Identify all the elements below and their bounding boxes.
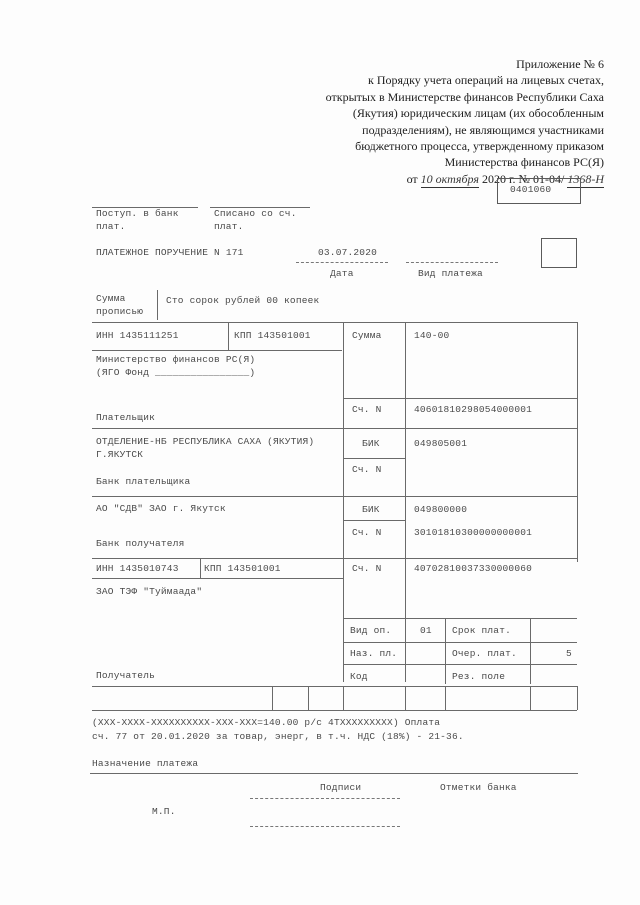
purpose-code-label: Наз. пл. xyxy=(350,648,398,659)
amount-words-label-2: прописью xyxy=(96,306,144,317)
payee-bank-account-label: Сч. N xyxy=(352,527,382,538)
payer-name-line-2: (ЯГО Фонд ________________) xyxy=(96,367,256,378)
debited-label-2: плат. xyxy=(214,221,244,232)
code-label: Код xyxy=(350,671,368,682)
form-code: 0401060 xyxy=(510,184,552,195)
status-box xyxy=(541,238,577,268)
priority-value: 5 xyxy=(566,648,572,659)
header-line-6: Министерства финансов РС(Я) xyxy=(444,155,604,170)
priority-label: Очер. плат. xyxy=(452,648,517,659)
term-label: Срок плат. xyxy=(452,625,512,636)
header-line-3: (Якутия) юридическим лицам (их обособленным xyxy=(352,106,604,121)
payment-type-caption: Вид платежа xyxy=(418,268,483,279)
payee-account-label: Сч. N xyxy=(352,563,382,574)
appendix-header xyxy=(284,56,604,188)
debited-label-1: Списано со сч. xyxy=(214,208,297,219)
payer-caption: Плательщик xyxy=(96,412,156,423)
payee-account: 40702810037330000060 xyxy=(414,563,533,574)
payer-inn: ИНН 1435111251 xyxy=(96,330,179,341)
payee-inn: ИНН 1435010743 xyxy=(96,563,179,574)
amount-words-label-1: Сумма xyxy=(96,293,126,304)
amount-in-words: Сто сорок рублей 00 копеек xyxy=(166,295,320,306)
payer-bik-label: БИК xyxy=(362,438,380,449)
amount-value: 140-00 xyxy=(414,330,450,341)
payer-account: 40601810298054000001 xyxy=(414,404,533,415)
payee-kpp: КПП 143501001 xyxy=(204,563,281,574)
stamp-place: М.П. xyxy=(152,806,176,817)
header-line-2: открытых в Министерстве финансов Республики Саха xyxy=(325,89,604,104)
payee-caption: Получатель xyxy=(96,670,156,681)
purpose-line-2: сч. 77 от 20.01.2020 за товар, энерг, в т.ч. НДС (18%) - 21-36. xyxy=(92,731,464,742)
payer-bik: 049805001 xyxy=(414,438,468,449)
purpose-line-1: (ХХХ-ХХХХ-ХХХХХХХХХХ-ХХХ-ХХХ=140.00 р/с 4ТХХХХХХХХХ) Оплата xyxy=(92,717,441,728)
payee-name: ЗАО ТЭФ "Туймаада" xyxy=(96,586,203,597)
payer-bank-caption: Банк плательщика xyxy=(96,476,191,487)
received-label-2: плат. xyxy=(96,221,126,232)
payee-bank-account: 30101810300000000001 xyxy=(414,527,533,538)
payer-bank-line-1: ОТДЕЛЕНИЕ-НБ РЕСПУБЛИКА САХА (ЯКУТИЯ) xyxy=(96,436,315,447)
amount-label: Сумма xyxy=(352,330,382,341)
signatures-caption: Подписи xyxy=(320,782,362,793)
payee-bank-name: АО "СДВ" ЗАО г. Якутск xyxy=(96,503,226,514)
bank-marks-caption: Отметки банка xyxy=(440,782,517,793)
header-line-5: бюджетного процесса, утвержденному приказом xyxy=(355,139,604,154)
header-line-1: к Порядку учета операций на лицевых счетах, xyxy=(368,73,604,88)
reserve-field-label: Рез. поле xyxy=(452,671,506,682)
appendix-number: Приложение № 6 xyxy=(516,57,604,71)
payer-name-line-1: Министерство финансов РС(Я) xyxy=(96,354,256,365)
header-date-line: от 10 октября 2020 г. № 01-04/ 1368-Н xyxy=(284,171,604,188)
handwritten-date: 10 октября xyxy=(421,171,479,188)
payee-bik-label: БИК xyxy=(362,504,380,515)
handwritten-order-number: 1368-Н xyxy=(567,171,604,188)
op-type-label: Вид оп. xyxy=(350,625,392,636)
date-caption: Дата xyxy=(330,268,354,279)
op-type-value: 01 xyxy=(420,625,432,636)
payment-order-title: ПЛАТЕЖНОЕ ПОРУЧЕНИЕ N 171 xyxy=(96,247,244,258)
payee-bank-caption: Банк получателя xyxy=(96,538,185,549)
payer-account-label: Сч. N xyxy=(352,404,382,415)
payer-bank-account-label: Сч. N xyxy=(352,464,382,475)
payer-kpp: КПП 143501001 xyxy=(234,330,311,341)
purpose-caption: Назначение платежа xyxy=(92,758,199,769)
payer-bank-line-2: Г.ЯКУТСК xyxy=(96,449,144,460)
payment-order-date: 03.07.2020 xyxy=(318,247,378,258)
payee-bik: 049800000 xyxy=(414,504,468,515)
received-label-1: Поступ. в банк xyxy=(96,208,179,219)
header-line-4: подразделениям), не являющимся участниками xyxy=(362,122,604,137)
